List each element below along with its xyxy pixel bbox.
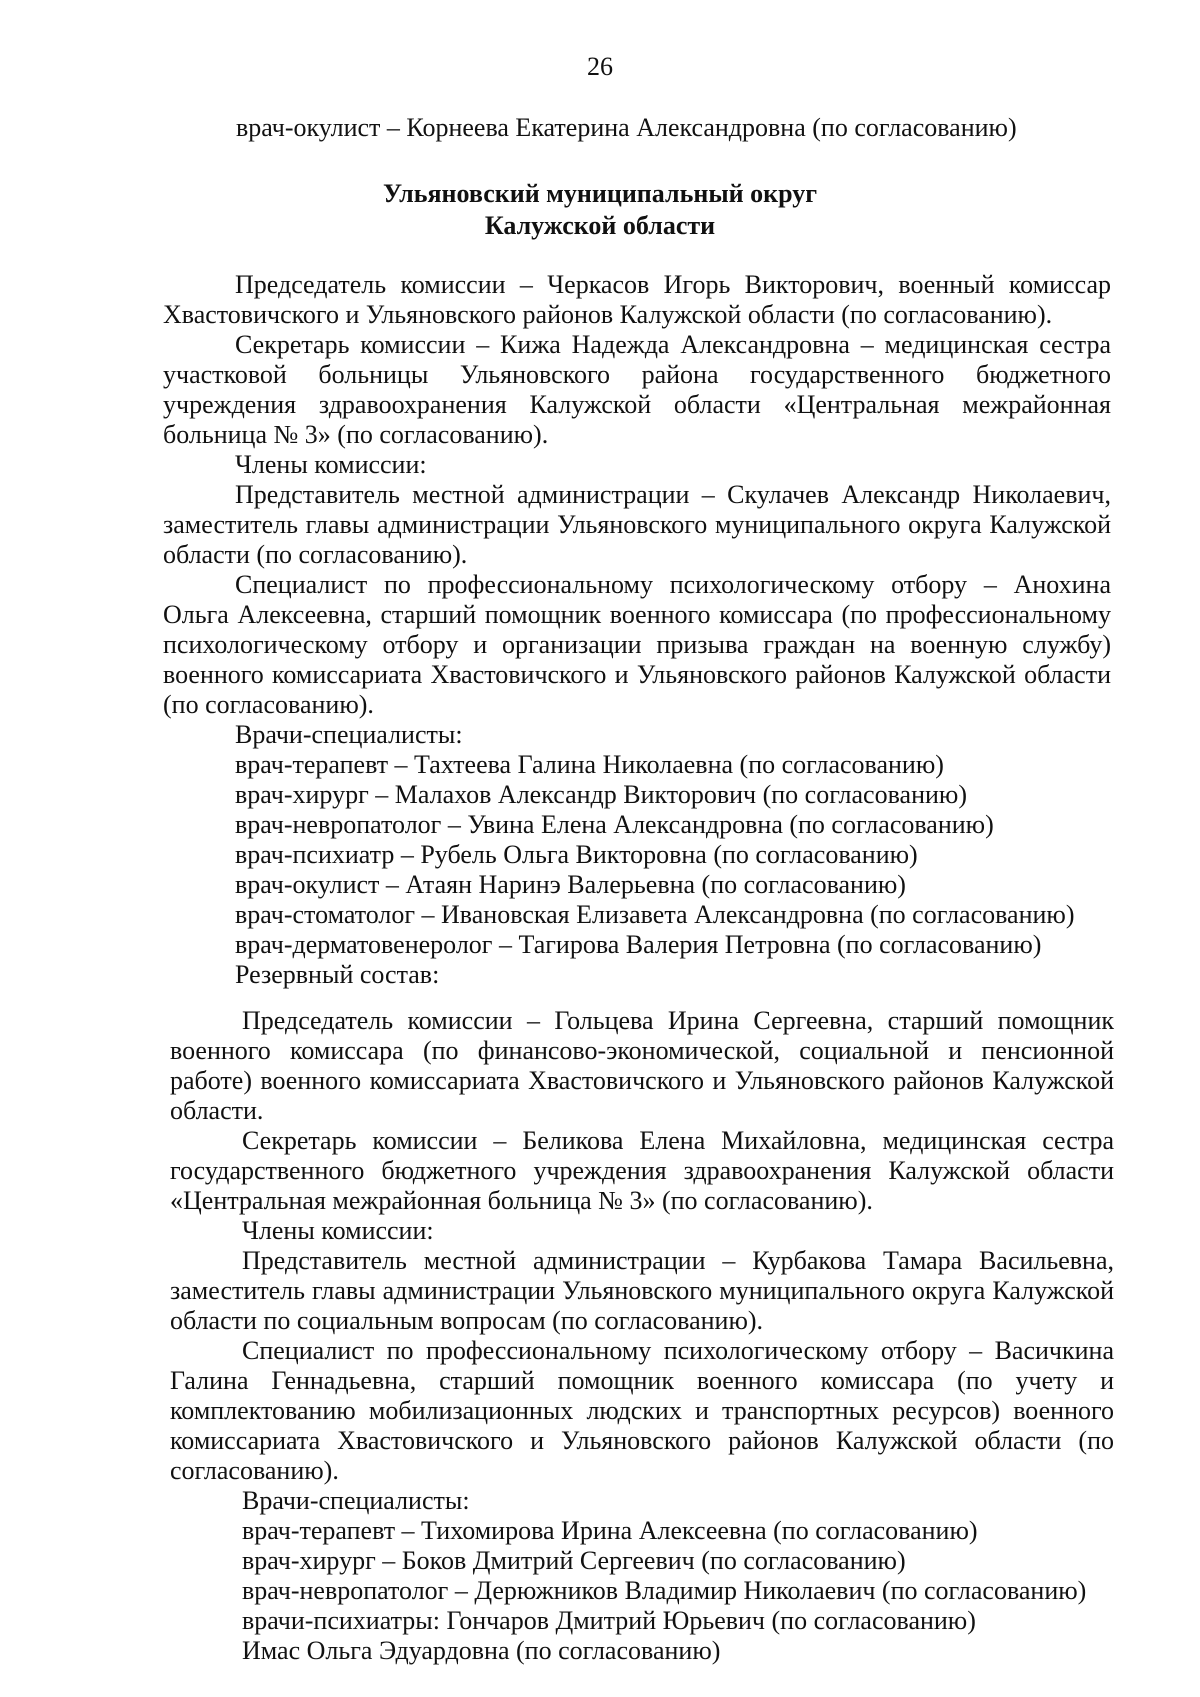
reserve-admin-rep-paragraph: Представитель местной администрации – Курбакова Тамара Васильевна, заместитель главы администрации Ульяновского муниципального округа Калужской области по социальным вопросам (по согласованию). <box>170 1246 1114 1335</box>
reserve-composition <box>170 1006 1114 1666</box>
reserve-psych-specialist-paragraph: Специалист по профессиональному психологическому отбору – Васичкина Галина Геннадьевна, старший помощник военного комиссара (по учету и комплектованию мобилизационных людских и транспортных ресурсов) военного комиссариата Хвастовичского и Ульяновского районов Калужской области (по согласованию). <box>170 1336 1114 1485</box>
doctors-label: Врачи-специалисты: <box>235 720 463 749</box>
members-label: Члены комиссии: <box>235 450 427 479</box>
section-heading <box>0 178 1200 242</box>
doctor-item-continuation: Имас Ольга Эдуардовна (по согласованию) <box>242 1636 721 1665</box>
doctor-item: врач-терапевт – Тихомирова Ирина Алексеевна (по согласованию) <box>242 1516 978 1545</box>
reserve-doctors-label: Врачи-специалисты: <box>242 1486 470 1515</box>
doctor-item: врач-окулист – Атаян Наринэ Валерьевна (по согласованию) <box>235 870 906 899</box>
doctor-item: врач-терапевт – Тахтеева Галина Николаевна (по согласованию) <box>235 750 944 779</box>
doctor-item: врач-невропатолог – Увина Елена Александровна (по согласованию) <box>235 810 994 839</box>
doctor-item: врачи-психиатры: Гончаров Дмитрий Юрьевич (по согласованию) <box>242 1606 976 1635</box>
doctor-item: врач-хирург – Малахов Александр Викторович (по согласованию) <box>235 780 967 809</box>
main-composition <box>163 270 1111 990</box>
page-number: 26 <box>587 52 613 81</box>
doctor-item: врач-хирург – Боков Дмитрий Сергеевич (по согласованию) <box>242 1546 906 1575</box>
chairman-paragraph: Председатель комиссии – Черкасов Игорь Викторович, военный комиссар Хвастовичского и Ульяновского районов Калужской области (по согласованию). <box>163 270 1111 329</box>
doctor-item: врач-дерматовенеролог – Тагирова Валерия Петровна (по согласованию) <box>235 930 1042 959</box>
psych-specialist-paragraph: Специалист по профессиональному психологическому отбору – Анохина Ольга Алексеевна, старший помощник военного комиссара (по профессиональному психологическому отбору и организации призыва граждан на военную службу) военного комиссариата Хвастовичского и Ульяновского районов Калужской области (по согласованию). <box>163 570 1111 719</box>
reserve-members-label: Члены комиссии: <box>242 1216 434 1245</box>
secretary-paragraph: Секретарь комиссии – Кижа Надежда Александровна – медицинская сестра участковой больницы Ульяновского района государственного бюджетного учреждения здравоохранения Калужской области «Центральная межрайонная больница № 3» (по согласованию). <box>163 330 1111 449</box>
reserve-secretary-paragraph: Секретарь комиссии – Беликова Елена Михайловна, медицинская сестра государственного бюджетного учреждения здравоохранения Калужской области «Центральная межрайонная больница № 3» (по согласованию). <box>170 1126 1114 1215</box>
reserve-label: Резервный состав: <box>235 960 440 989</box>
heading-line-1: Ульяновский муниципальный округ <box>382 179 818 208</box>
admin-rep-paragraph: Представитель местной администрации – Скулачев Александр Николаевич, заместитель главы администрации Ульяновского муниципального округа Калужской области (по согласованию). <box>163 480 1111 569</box>
continued-doctor-line: врач-окулист – Корнеева Екатерина Александровна (по согласованию) <box>236 113 1017 142</box>
heading-line-2: Калужской области <box>484 211 716 240</box>
reserve-chairman-paragraph: Председатель комиссии – Гольцева Ирина Сергеевна, старший помощник военного комиссара (по финансово-экономической, социальной и пенсионной работе) военного комиссариата Хвастовичского и Ульяновского районов Калужской области. <box>170 1006 1114 1125</box>
doctor-item: врач-психиатр – Рубель Ольга Викторовна (по согласованию) <box>235 840 918 869</box>
reserve-doctors-list <box>170 1516 1114 1666</box>
doctor-item: врач-стоматолог – Ивановская Елизавета Александровна (по согласованию) <box>235 900 1075 929</box>
doctor-item: врач-невропатолог – Дерюжников Владимир Николаевич (по согласованию) <box>242 1576 1087 1605</box>
doctors-list <box>163 750 1111 960</box>
